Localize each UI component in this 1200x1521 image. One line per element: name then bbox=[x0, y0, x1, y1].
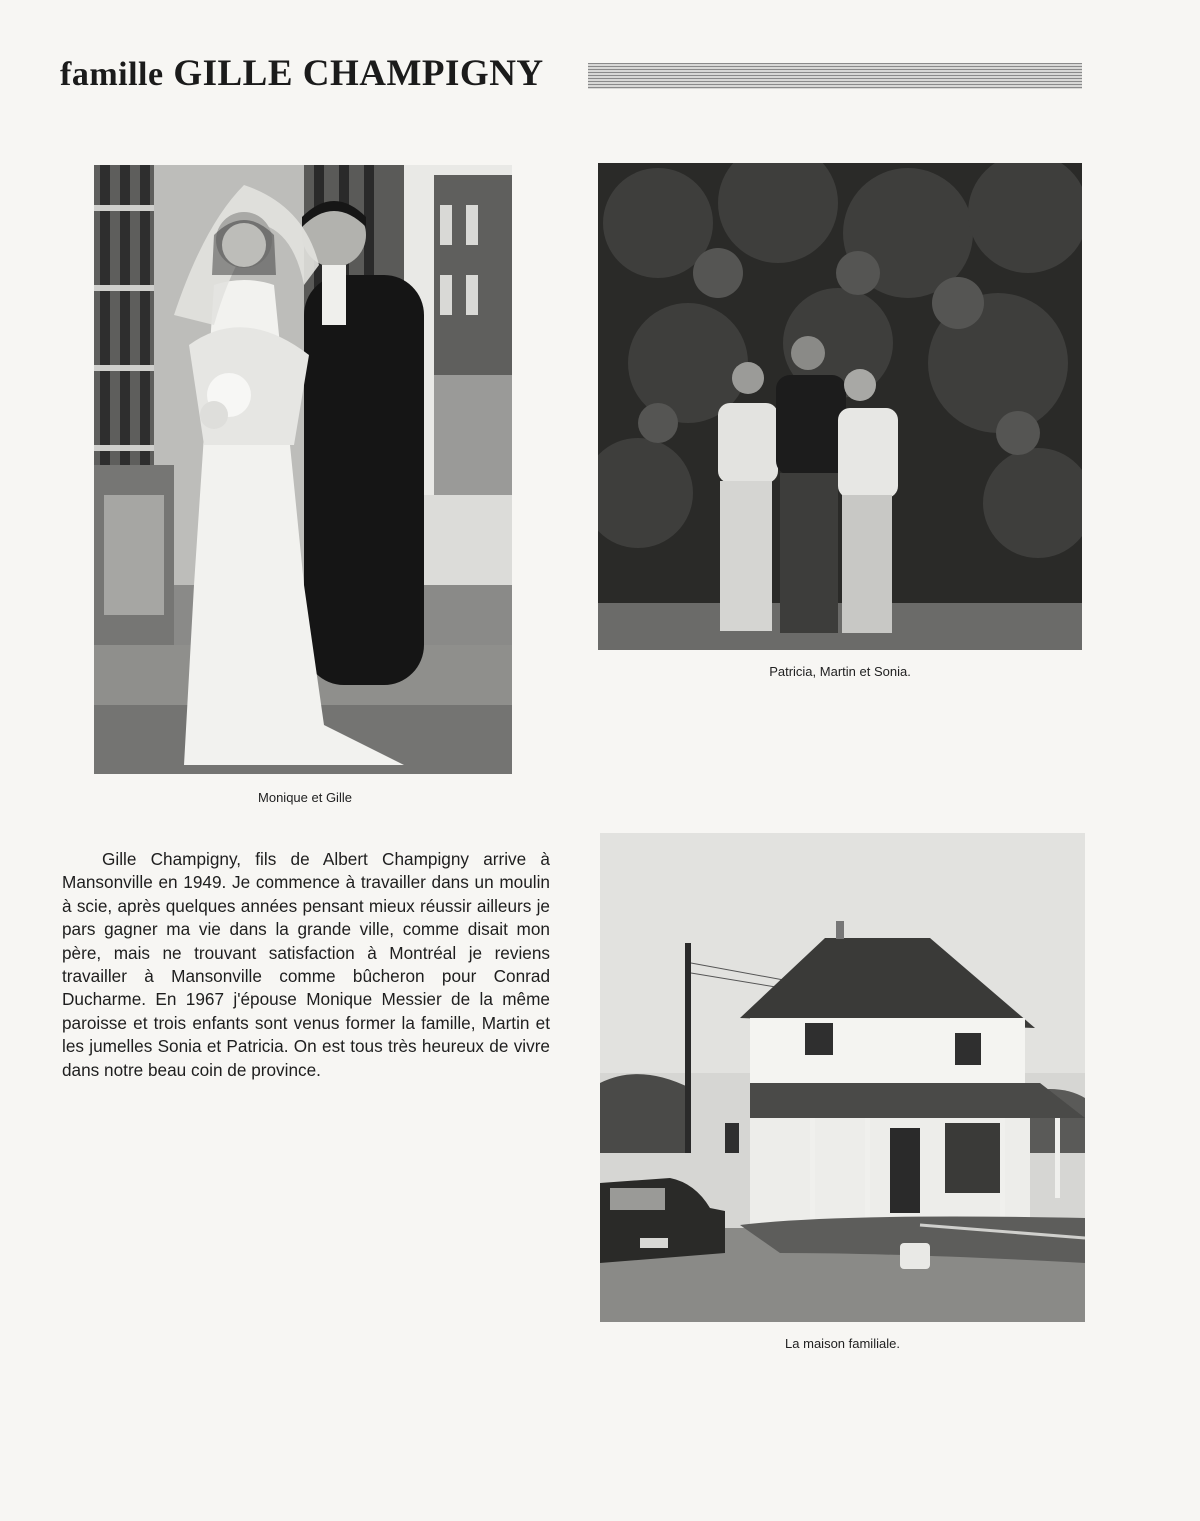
wedding-caption: Monique et Gille bbox=[258, 790, 352, 805]
page-title bbox=[60, 52, 544, 95]
title-rule bbox=[588, 63, 1082, 89]
title-prefix: famille bbox=[60, 56, 164, 93]
article-paragraph: Gille Champigny, fils de Albert Champigny arrive à Mansonville en 1949. Je commence à travailler dans un moulin à scie, après quelques années pensant mieux réussir ailleurs je pars gagner ma vie dans la grande ville, comme disait mon père, mais ne trouvant satisfaction à Montréal je reviens travailler à Mansonville comme bûcheron pour Conrad Ducharme. En 1967 j'épouse Monique Messier de la même paroisse et trois enfants sont venus former la famille, Martin et les jumelles Sonia et Patricia. On est tous très heureux de vivre dans notre beau coin de province. bbox=[62, 849, 550, 1080]
wedding-photo bbox=[94, 165, 512, 774]
house-photo bbox=[600, 833, 1085, 1322]
house-caption: La maison familiale. bbox=[785, 1336, 900, 1351]
children-photo bbox=[598, 163, 1082, 650]
title-name: GILLE CHAMPIGNY bbox=[173, 53, 544, 94]
children-caption: Patricia, Martin et Sonia. bbox=[769, 664, 911, 679]
